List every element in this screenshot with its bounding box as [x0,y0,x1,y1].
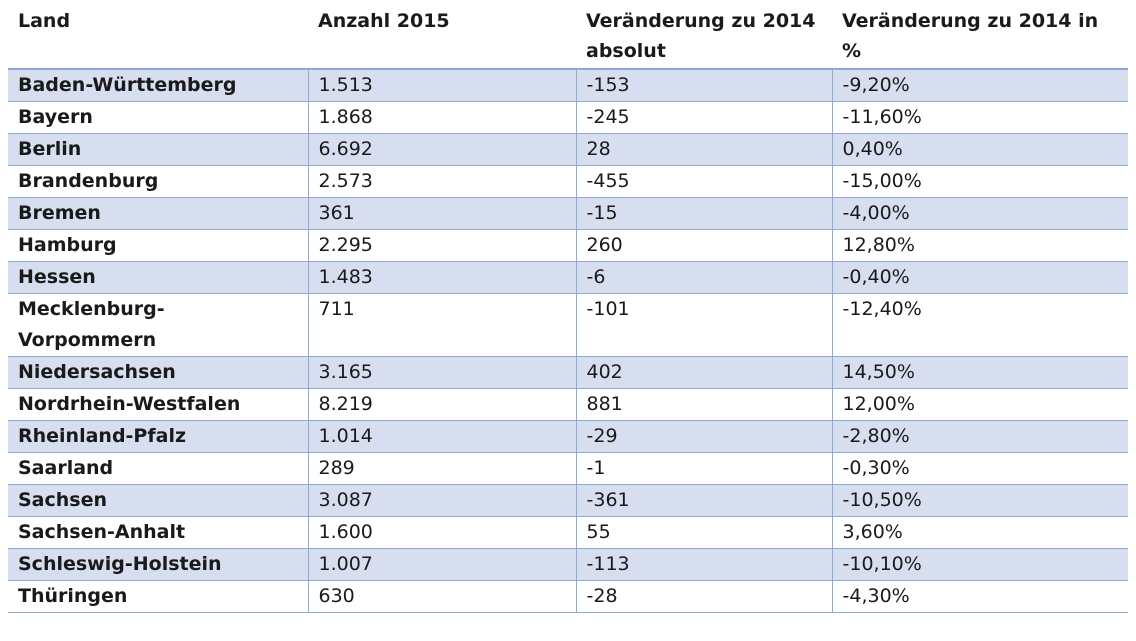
cell-pct: 14,50% [832,357,1128,389]
header-veraenderung-absolut: Veränderung zu 2014 absolut [576,0,832,69]
cell-land: Hessen [8,262,308,294]
table-header [8,0,1128,69]
cell-pct: 12,00% [832,389,1128,421]
cell-land: Berlin [8,134,308,166]
cell-land: Saarland [8,453,308,485]
table-row [8,389,1128,421]
cell-pct: -4,30% [832,581,1128,613]
cell-pct: 0,40% [832,134,1128,166]
cell-anzahl: 630 [308,581,576,613]
cell-pct: -15,00% [832,166,1128,198]
cell-land: Thüringen [8,581,308,613]
header-land: Land [8,0,308,69]
table-row [8,517,1128,549]
cell-anzahl: 289 [308,453,576,485]
cell-anzahl: 1.600 [308,517,576,549]
cell-land: Sachsen [8,485,308,517]
cell-land: Bremen [8,198,308,230]
cell-land: Nordrhein-Westfalen [8,389,308,421]
cell-abs: -29 [576,421,832,453]
cell-anzahl: 3.087 [308,485,576,517]
cell-land: Rheinland-Pfalz [8,421,308,453]
cell-anzahl: 1.513 [308,69,576,102]
cell-pct: -2,80% [832,421,1128,453]
cell-abs: -6 [576,262,832,294]
cell-land: Baden-Württemberg [8,69,308,102]
table-row [8,198,1128,230]
header-veraenderung-prozent: Veränderung zu 2014 in % [832,0,1128,69]
cell-anzahl: 3.165 [308,357,576,389]
table-row [8,230,1128,262]
cell-pct: -11,60% [832,102,1128,134]
cell-pct: -4,00% [832,198,1128,230]
cell-anzahl: 6.692 [308,134,576,166]
table-row [8,357,1128,389]
cell-anzahl: 2.573 [308,166,576,198]
cell-abs: 28 [576,134,832,166]
cell-abs: -245 [576,102,832,134]
table-row [8,421,1128,453]
table-row [8,453,1128,485]
cell-abs: -15 [576,198,832,230]
cell-anzahl: 711 [308,294,576,357]
cell-pct: -12,40% [832,294,1128,357]
cell-abs: 260 [576,230,832,262]
cell-land: Bayern [8,102,308,134]
cell-anzahl: 2.295 [308,230,576,262]
cell-abs: -153 [576,69,832,102]
header-anzahl-2015: Anzahl 2015 [308,0,576,69]
cell-abs: 402 [576,357,832,389]
cell-abs: -455 [576,166,832,198]
cell-land: Mecklenburg-Vorpommern [8,294,308,357]
cell-pct: -0,40% [832,262,1128,294]
table-row [8,102,1128,134]
cell-pct: 3,60% [832,517,1128,549]
cell-anzahl: 1.014 [308,421,576,453]
table-body [8,69,1128,613]
table-row [8,581,1128,613]
cell-anzahl: 1.007 [308,549,576,581]
table-row [8,294,1128,357]
laender-table [8,0,1128,613]
table-row [8,166,1128,198]
table-row [8,134,1128,166]
cell-abs: -28 [576,581,832,613]
cell-abs: 55 [576,517,832,549]
cell-anzahl: 1.868 [308,102,576,134]
cell-land: Niedersachsen [8,357,308,389]
cell-pct: -10,10% [832,549,1128,581]
cell-anzahl: 1.483 [308,262,576,294]
cell-anzahl: 361 [308,198,576,230]
cell-abs: -101 [576,294,832,357]
cell-abs: -361 [576,485,832,517]
cell-pct: 12,80% [832,230,1128,262]
cell-anzahl: 8.219 [308,389,576,421]
table-row [8,549,1128,581]
cell-land: Sachsen-Anhalt [8,517,308,549]
cell-abs: -1 [576,453,832,485]
cell-abs: -113 [576,549,832,581]
header-row [8,0,1128,69]
cell-pct: -10,50% [832,485,1128,517]
cell-land: Hamburg [8,230,308,262]
cell-pct: -0,30% [832,453,1128,485]
cell-abs: 881 [576,389,832,421]
table-row [8,485,1128,517]
cell-pct: -9,20% [832,69,1128,102]
table-row [8,69,1128,102]
table-row [8,262,1128,294]
cell-land: Schleswig-Holstein [8,549,308,581]
cell-land: Brandenburg [8,166,308,198]
